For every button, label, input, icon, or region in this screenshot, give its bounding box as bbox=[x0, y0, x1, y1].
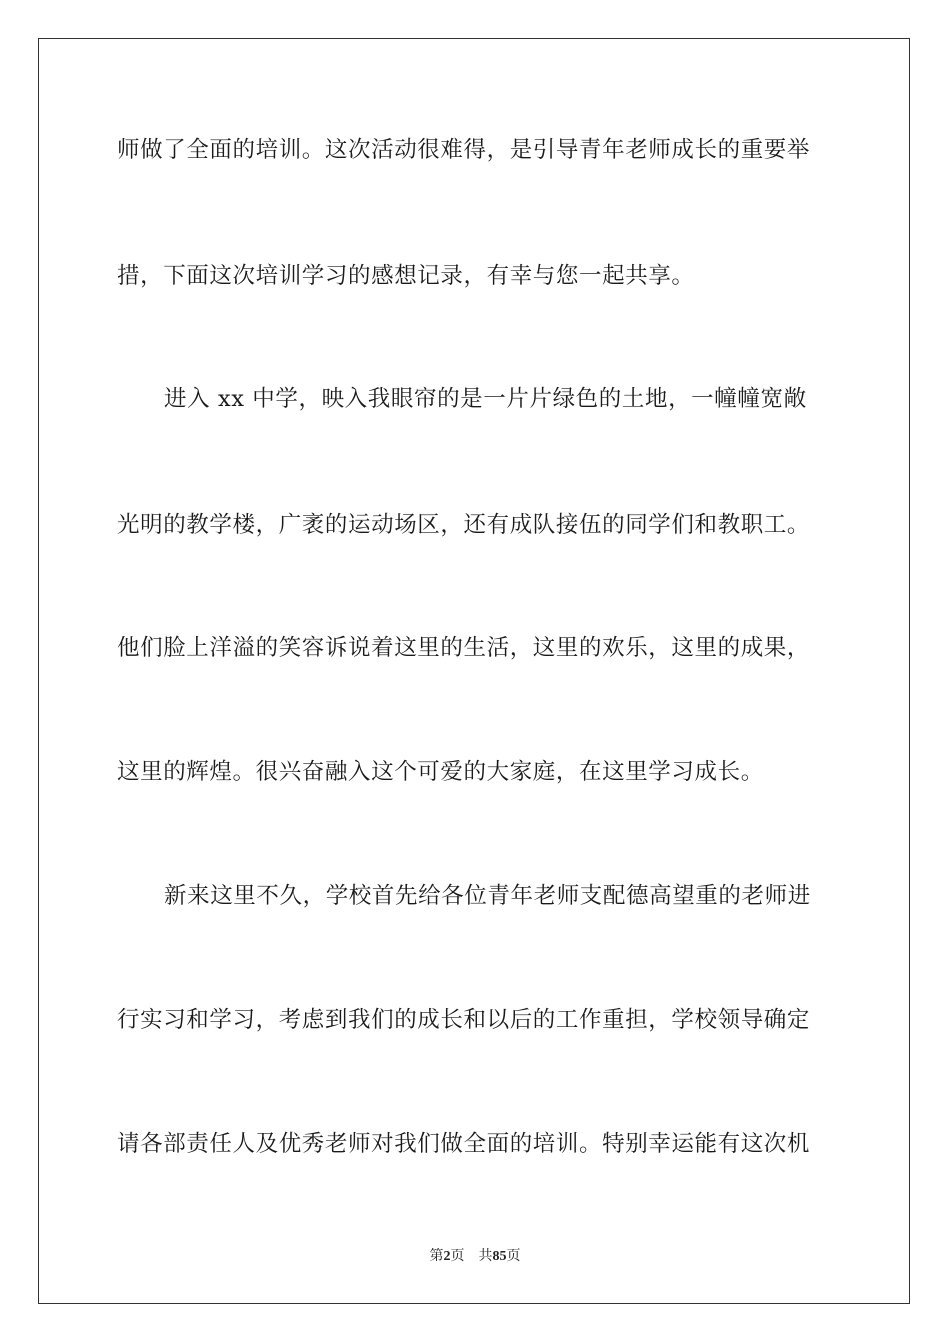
page-label-prefix: 第 bbox=[429, 1248, 444, 1264]
text-line: 师做了全面的培训。这次活动很难得，是引导青年老师成长的重要举 bbox=[117, 137, 811, 163]
text-line: 请各部责任人及优秀老师对我们做全面的培训。特别幸运能有这次机 bbox=[117, 1131, 811, 1157]
total-pages: 85 bbox=[492, 1249, 507, 1264]
text-line: 这里的辉煌。很兴奋融入这个可爱的大家庭，在这里学习成长。 bbox=[117, 759, 764, 785]
text-line: 措，下面这次培训学习的感想记录，有幸与您一起共享。 bbox=[117, 263, 695, 289]
page-footer bbox=[0, 1246, 950, 1267]
text-line: 新来这里不久，学校首先给各位青年老师支配德高望重的老师进 bbox=[164, 883, 811, 909]
page-label-suffix: 页 bbox=[450, 1248, 465, 1264]
text-line: 进入 xx 中学，映入我眼帘的是一片片绿色的土地，一幢幢宽敞 bbox=[164, 386, 807, 412]
text-line: 他们脸上洋溢的笑容诉说着这里的生活，这里的欢乐，这里的成果， bbox=[117, 635, 811, 661]
page-border bbox=[38, 38, 910, 1304]
total-label-suffix: 页 bbox=[506, 1248, 521, 1264]
page-number: 2 bbox=[443, 1249, 451, 1264]
total-label-prefix: 共 bbox=[478, 1248, 493, 1264]
text-line: 光明的教学楼，广袤的运动场区，还有成队接伍的同学们和教职工。 bbox=[117, 512, 811, 538]
text-line: 行实习和学习，考虑到我们的成长和以后的工作重担，学校领导确定 bbox=[117, 1007, 811, 1033]
